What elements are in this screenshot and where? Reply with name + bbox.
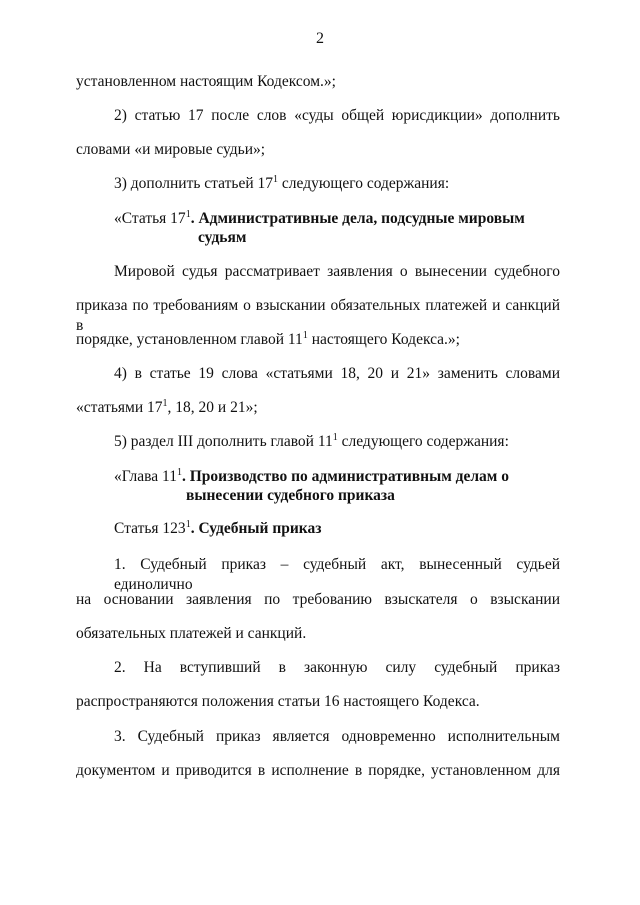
text-segment: 5) раздел III дополнить главой 11 [114,433,333,450]
text-line-17: документом и приводится в исполнение в порядке, установленном для [76,762,560,779]
text-line-3: словами «и мировые судьи»; [76,141,266,158]
superscript: 1 [185,209,191,220]
text-line-2: 2) статью 17 после слов «суды общей юрисдикции» дополнить [114,107,560,124]
text-line-15: распространяются положения статьи 16 настоящего Кодекса. [76,693,480,710]
chapter-heading-11-1 [114,467,509,487]
text-line-1: установленном настоящим Кодексом.»; [76,73,336,90]
superscript: 1 [332,432,338,443]
text-line-6: приказа по требованиям о взыскании обязательных платежей и санкций в [76,297,560,334]
superscript: 1 [162,398,168,409]
text-line-11: 1. Судебный приказ – судебный акт, вынесенный судьей единолично [114,556,560,593]
text-line-10 [114,432,509,452]
text-line-9 [76,398,258,418]
heading-title: . Производство по административным делам о [181,468,509,485]
article-heading-123-1 [114,519,321,539]
chapter-heading-11-1-continued: вынесении судебного приказа [186,487,395,504]
text-line-14: 2. На вступивший в законную силу судебный приказ [114,659,560,676]
text-line-16: 3. Судебный приказ является одновременно исполнительным [114,728,560,745]
heading-prefix: «Глава 11 [114,468,177,485]
text-segment: следующего содержания: [337,433,509,450]
heading-title: . Административные дела, подсудные мировым [190,210,525,227]
page-number: 2 [316,30,324,47]
superscript: 1 [176,467,182,478]
heading-prefix: «Статья 17 [114,210,186,227]
text-segment: настоящего Кодекса.»; [307,331,460,348]
text-line-4 [114,174,449,194]
text-line-7 [76,330,460,350]
superscript: 1 [185,519,191,530]
heading-prefix: Статья 123 [114,520,186,537]
article-heading-17-1-continued: судьям [198,229,247,246]
text-segment: следующего содержания: [278,175,450,192]
heading-title: . Судебный приказ [190,520,322,537]
text-segment: порядке, установленном главой 11 [76,331,303,348]
text-segment: , 18, 20 и 21»; [167,399,258,416]
text-segment: «статьями 17 [76,399,163,416]
text-line-8: 4) в статье 19 слова «статьями 18, 20 и 21» заменить словами [114,365,560,382]
text-line-13: обязательных платежей и санкций. [76,625,307,642]
text-line-5: Мировой судья рассматривает заявления о вынесении судебного [114,263,560,280]
superscript: 1 [302,330,308,341]
text-segment: 3) дополнить статьей 17 [114,175,274,192]
article-heading-17-1 [114,209,525,229]
superscript: 1 [273,174,279,185]
text-line-12: на основании заявления по требованию взыскателя о взыскании [76,591,560,608]
